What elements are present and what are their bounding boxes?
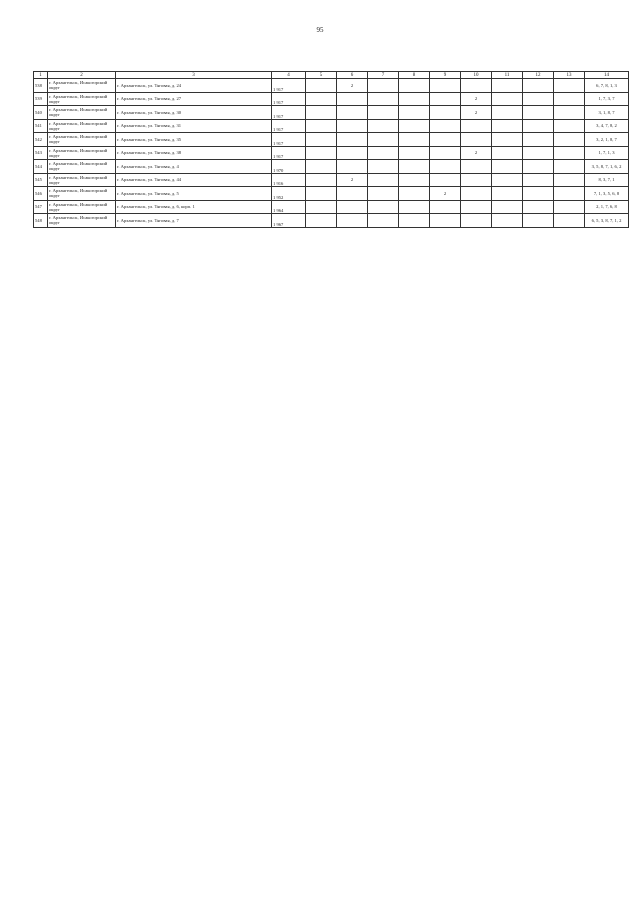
col7-cell [368,106,399,120]
codes-cell: 3, 2, 1, 8, 7 [585,133,629,147]
column-header: 1 [34,72,48,79]
column-header: 5 [306,72,337,79]
column-header: 6 [337,72,368,79]
column-header: 2 [48,72,116,79]
col5-cell [306,79,337,93]
col13-cell [554,187,585,201]
col13-cell [554,106,585,120]
locality-cell: г. Архангельск, Исакогорский округ [48,119,116,133]
col13-cell [554,146,585,160]
col9-cell [430,146,461,160]
col12-cell [523,79,554,93]
row-number: 539 [34,92,48,106]
col13-cell [554,92,585,106]
col6-cell: 2 [337,79,368,93]
codes-cell: 6, 7, 8, 1, 3 [585,79,629,93]
codes-cell: 3, 1, 8, 7 [585,106,629,120]
col7-cell [368,119,399,133]
column-header: 3 [116,72,272,79]
col6-cell [337,214,368,228]
col12-cell [523,187,554,201]
col8-cell [399,133,430,147]
col10-cell [461,79,492,93]
col7-cell [368,160,399,174]
locality-cell: г. Архангельск, Исакогорский округ [48,106,116,120]
table-row [34,133,629,147]
codes-cell: 3, 5, 8, 7, 1, 6, 2 [585,160,629,174]
col13-cell [554,160,585,174]
column-header: 7 [368,72,399,79]
col6-cell [337,160,368,174]
col13-cell [554,200,585,214]
col13-cell [554,133,585,147]
row-number: 547 [34,200,48,214]
table-row [34,146,629,160]
table-body [34,79,629,228]
col5-cell [306,173,337,187]
col11-cell [492,119,523,133]
table-row [34,200,629,214]
col9-cell [430,133,461,147]
column-header: 13 [554,72,585,79]
col10-cell [461,173,492,187]
page-number: 95 [316,26,324,34]
year-cell: 1 916 [272,173,306,187]
col8-cell [399,200,430,214]
codes-cell: 8, 3, 7, 1 [585,173,629,187]
table-row [34,79,629,93]
col10-cell: 2 [461,92,492,106]
col13-cell [554,119,585,133]
row-number: 542 [34,133,48,147]
col11-cell [492,79,523,93]
col12-cell [523,119,554,133]
col8-cell [399,214,430,228]
col5-cell [306,200,337,214]
col11-cell [492,200,523,214]
col6-cell [337,92,368,106]
table-row [34,160,629,174]
col5-cell [306,106,337,120]
year-cell: 1 917 [272,79,306,93]
col8-cell [399,106,430,120]
address-cell: г. Архангельск, ул. Тяговая, д. 7 [116,214,272,228]
table-row [34,214,629,228]
col11-cell [492,146,523,160]
codes-cell: 3, 4, 7, 8, 2 [585,119,629,133]
column-header: 11 [492,72,523,79]
locality-cell: г. Архангельск, Исакогорский округ [48,160,116,174]
locality-cell: г. Архангельск, Исакогорский округ [48,146,116,160]
col7-cell [368,79,399,93]
col5-cell [306,146,337,160]
codes-cell: 1, 7, 1, 3 [585,146,629,160]
col12-cell [523,214,554,228]
col10-cell [461,200,492,214]
col7-cell [368,187,399,201]
col5-cell [306,160,337,174]
col13-cell [554,79,585,93]
table-row [34,106,629,120]
locality-cell: г. Архангельск, Исакогорский округ [48,214,116,228]
row-number: 540 [34,106,48,120]
col6-cell [337,106,368,120]
locality-cell: г. Архангельск, Исакогорский округ [48,133,116,147]
year-cell: 1 917 [272,119,306,133]
col10-cell [461,133,492,147]
address-cell: г. Архангельск, ул. Тяговая, д. 6, корп. 1 [116,200,272,214]
col9-cell [430,160,461,174]
table-row [34,119,629,133]
col12-cell [523,133,554,147]
col12-cell [523,160,554,174]
col6-cell [337,187,368,201]
row-number: 546 [34,187,48,201]
locality-cell: г. Архангельск, Исакогорский округ [48,187,116,201]
col6-cell [337,133,368,147]
column-header: 9 [430,72,461,79]
row-number: 545 [34,173,48,187]
row-number: 543 [34,146,48,160]
col6-cell [337,119,368,133]
col10-cell [461,214,492,228]
col11-cell [492,106,523,120]
col9-cell: 2 [430,187,461,201]
col12-cell [523,200,554,214]
col5-cell [306,187,337,201]
col11-cell [492,160,523,174]
col9-cell [430,92,461,106]
address-cell: г. Архангельск, ул. Тяговая, д. 24 [116,79,272,93]
table-row [34,92,629,106]
address-cell: г. Архангельск, ул. Тяговая, д. 27 [116,92,272,106]
year-cell: 1 917 [272,133,306,147]
year-cell: 1 952 [272,187,306,201]
col10-cell [461,187,492,201]
col5-cell [306,119,337,133]
locality-cell: г. Архангельск, Исакогорский округ [48,200,116,214]
col8-cell [399,160,430,174]
col5-cell [306,92,337,106]
row-number: 548 [34,214,48,228]
col8-cell [399,119,430,133]
col11-cell [492,187,523,201]
year-cell: 1 917 [272,92,306,106]
year-cell: 1 917 [272,146,306,160]
year-cell: 1 917 [272,106,306,120]
col13-cell [554,173,585,187]
col5-cell [306,133,337,147]
col9-cell [430,200,461,214]
column-header: 12 [523,72,554,79]
col12-cell [523,173,554,187]
address-cell: г. Архангельск, ул. Тяговая, д. 5 [116,187,272,201]
col7-cell [368,92,399,106]
year-cell: 1 964 [272,200,306,214]
col10-cell [461,160,492,174]
col7-cell [368,133,399,147]
col7-cell [368,146,399,160]
col8-cell [399,146,430,160]
column-header: 14 [585,72,629,79]
column-header: 10 [461,72,492,79]
col9-cell [430,106,461,120]
row-number: 538 [34,79,48,93]
column-header: 4 [272,72,306,79]
col11-cell [492,173,523,187]
locality-cell: г. Архангельск, Исакогорский округ [48,92,116,106]
row-number: 541 [34,119,48,133]
col8-cell [399,173,430,187]
year-cell: 1 970 [272,160,306,174]
col5-cell [306,214,337,228]
col12-cell [523,146,554,160]
col11-cell [492,92,523,106]
col7-cell [368,200,399,214]
header-row [34,72,629,79]
col11-cell [492,133,523,147]
address-cell: г. Архангельск, ул. Тяговая, д. 35 [116,133,272,147]
locality-cell: г. Архангельск, Исакогорский округ [48,79,116,93]
col10-cell: 2 [461,106,492,120]
col9-cell [430,214,461,228]
col12-cell [523,106,554,120]
col10-cell: 2 [461,146,492,160]
column-header: 8 [399,72,430,79]
col9-cell [430,119,461,133]
row-number: 544 [34,160,48,174]
col8-cell [399,92,430,106]
codes-cell: 7, 1, 3, 5, 6, 8 [585,187,629,201]
address-cell: г. Архангельск, ул. Тяговая, д. 4 [116,160,272,174]
col9-cell [430,173,461,187]
address-cell: г. Архангельск, ул. Тяговая, д. 38 [116,146,272,160]
col7-cell [368,173,399,187]
col11-cell [492,214,523,228]
col6-cell [337,200,368,214]
register-table [33,71,629,228]
col8-cell [399,187,430,201]
col6-cell: 2 [337,173,368,187]
table-row [34,173,629,187]
codes-cell: 2, 1, 7, 6, 8 [585,200,629,214]
address-cell: г. Архангельск, ул. Тяговая, д. 30 [116,106,272,120]
col12-cell [523,92,554,106]
col9-cell [430,79,461,93]
codes-cell: 1, 7, 3, 7 [585,92,629,106]
col8-cell [399,79,430,93]
table-row [34,187,629,201]
col7-cell [368,214,399,228]
codes-cell: 6, 5, 3, 8, 7, 1, 2 [585,214,629,228]
col10-cell [461,119,492,133]
address-cell: г. Архангельск, ул. Тяговая, д. 44 [116,173,272,187]
address-cell: г. Архангельск, ул. Тяговая, д. 31 [116,119,272,133]
locality-cell: г. Архангельск, Исакогорский округ [48,173,116,187]
col13-cell [554,214,585,228]
year-cell: 1 967 [272,214,306,228]
col6-cell [337,146,368,160]
